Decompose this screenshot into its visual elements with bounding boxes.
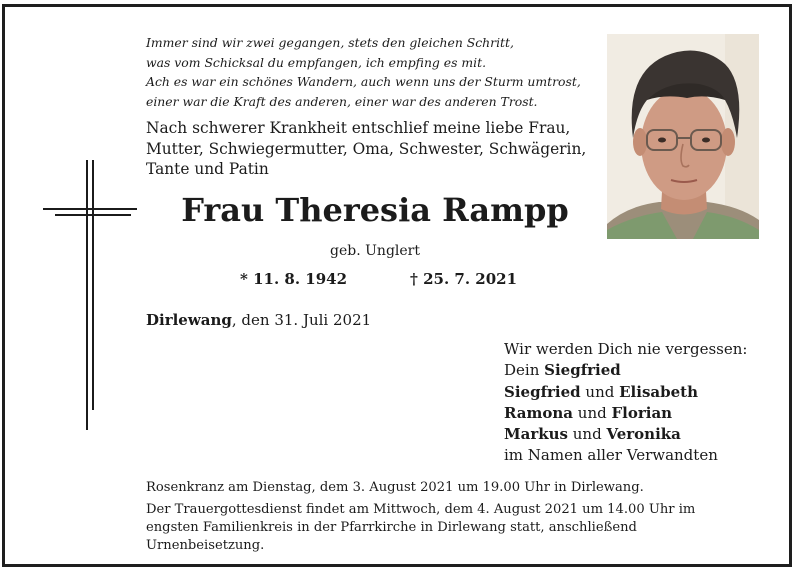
mourners-block	[504, 339, 784, 467]
place: Dirlewang	[146, 311, 232, 329]
announcement-line: Nach schwerer Krankheit entschlief meine liebe Frau,	[146, 119, 571, 137]
death-date: † 25. 7. 2021	[410, 270, 518, 288]
mourner-name: Markus	[504, 425, 568, 444]
portrait-drawing	[607, 34, 759, 239]
notice-line: Urnenbeisetzung.	[146, 538, 265, 553]
mourner-name: Ramona	[504, 403, 574, 422]
notice-line: Der Trauergottesdienst findet am Mittwoch, dem 4. August 2021 um 14.00 Uhr im	[146, 502, 696, 517]
announcement-line: Tante und Patin	[146, 160, 269, 178]
announcement-text	[146, 118, 606, 180]
cross-icon-inner-crossbar	[55, 214, 131, 216]
date: , den 31. Juli 2021	[231, 311, 372, 329]
memorial-poem	[146, 33, 596, 111]
mourner-name: Elisabeth	[619, 382, 698, 401]
mourner-line: Markus und Veronika	[504, 425, 681, 444]
poem-line: einer war die Kraft des anderen, einer war des anderen Trost.	[146, 93, 538, 109]
mourner-name: Siegfried	[544, 361, 621, 380]
mourner-line: Siegfried und Elisabeth	[504, 382, 698, 401]
announcement-line: Mutter, Schwiegermutter, Oma, Schwester, Schwägerin,	[146, 139, 587, 158]
rosary-notice: Rosenkranz am Dienstag, dem 3. August 2021 um 19.00 Uhr in Dirlewang.	[146, 480, 644, 495]
service-notices	[146, 479, 746, 555]
deceased-name: Frau Theresia Rampp	[181, 191, 569, 229]
poem-line: Ach es war ein schönes Wandern, auch wenn uns der Sturm umtrost,	[146, 74, 581, 89]
portrait-photo	[607, 34, 759, 239]
poem-line: Immer sind wir zwei gegangen, stets den gleichen Schritt,	[146, 35, 514, 50]
mourner-name: Florian	[611, 403, 673, 422]
mourner-line: Ramona und Florian	[504, 403, 673, 422]
place-and-date	[146, 310, 371, 330]
mourner-line: Dein Siegfried	[504, 361, 621, 380]
cross-icon-crossbar	[43, 208, 137, 210]
mourner-name: Siegfried	[504, 382, 581, 401]
funeral-service-notice	[146, 501, 746, 555]
notice-line: engsten Familienkreis in der Pfarrkirche in Dirlewang statt, anschließend	[146, 520, 637, 535]
cross-icon-inner-beam	[92, 160, 94, 410]
mourner-name: Veronika	[606, 425, 681, 444]
cross-icon	[86, 160, 88, 430]
mourners-heading: Wir werden Dich nie vergessen:	[504, 340, 748, 358]
birth-date: * 11. 8. 1942	[240, 270, 348, 288]
poem-line: was vom Schicksal du empfangen, ich empfing es mit.	[146, 54, 487, 70]
mourners-closing: im Namen aller Verwandten	[504, 446, 718, 465]
birth-name: geb. Unglert	[330, 243, 420, 259]
